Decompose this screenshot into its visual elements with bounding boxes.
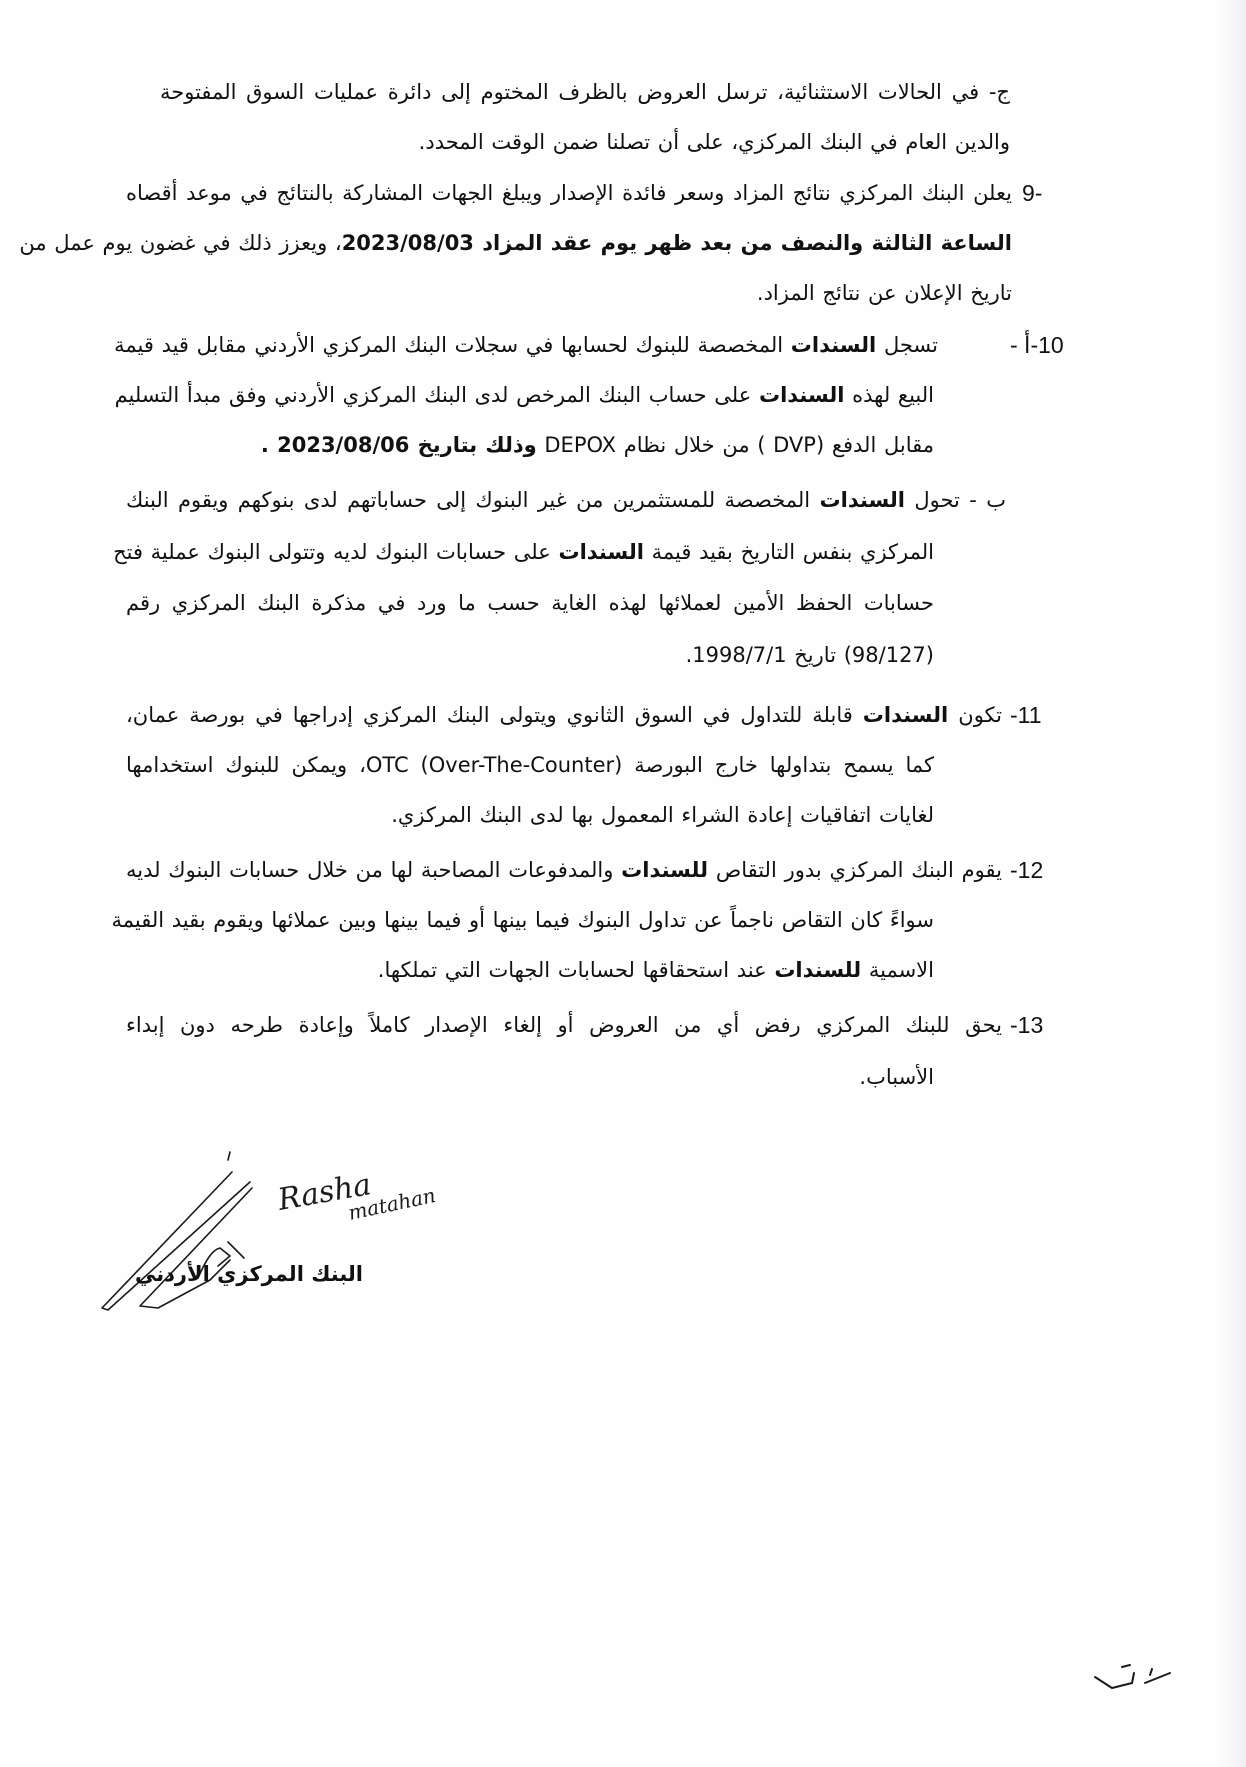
item-12-line-2: سواءً كان التقاص ناجماً عن تداول البنوك فيما بينها أو فيما بينها وبين عملائها ويقوم بقيد القيمة [111, 908, 934, 932]
item-7c-line-1: ج- في الحالات الاستثنائية، ترسل العروض بالظرف المختوم إلى دائرة عمليات السوق المفتوحة [160, 80, 1010, 104]
signature-name: Rasha [275, 1167, 374, 1218]
page-edge-shadow [1216, 0, 1246, 1767]
item-11-line-3: لغايات اتفاقيات إعادة الشراء المعمول بها لدى البنك المركزي. [391, 803, 934, 827]
item-9-line-2: الساعة الثالثة والنصف من بعد ظهر يوم عقد المزاد 2023/08/03، ويعزز ذلك في غضون يوم عمل من [19, 231, 1012, 255]
item-10b-line-3: حسابات الحفظ الأمين لعملائها لهذه الغاية حسب ما ورد في مذكرة البنك المركزي رقم [126, 591, 934, 615]
item-11-line-1: تكون السندات قابلة للتداول في السوق الثانوي ويتولى البنك المركزي إدراجها في بورصة عمان، [126, 703, 1002, 727]
initials-mark [1090, 1655, 1180, 1705]
item-12-number: 12- [1010, 857, 1044, 883]
signature-scribble [80, 1130, 500, 1330]
item-10a-number: 10-أ - [1010, 332, 1064, 358]
item-11-number: 11- [1010, 702, 1042, 728]
item-10a-line-1: تسجل السندات المخصصة للبنوك لحسابها في سجلات البنك المركزي الأردني مقابل قيد قيمة [114, 333, 938, 357]
item-7c-line-2: والدين العام في البنك المركزي، على أن تصلنا ضمن الوقت المحدد. [418, 130, 1010, 154]
item-10b-line-2: المركزي بنفس التاريخ بقيد قيمة السندات على حسابات البنوك لديه وتتولى البنوك عملية فتح [113, 540, 934, 564]
item-11-line-2: كما يسمح بتداولها خارج البورصة OTC (Over-The-Counter)، ويمكن للبنوك استخدامها [126, 753, 935, 777]
item-10b-line-4: (98/127) تاريخ 1998/7/1. [685, 643, 934, 667]
item-13-line-2: الأسباب. [859, 1065, 934, 1089]
item-10b-line-1: ب - تحول السندات المخصصة للمستثمرين من غير البنوك إلى حساباتهم لدى بنوكهم ويقوم البنك [126, 488, 1006, 512]
item-12-line-1: يقوم البنك المركزي بدور التقاص للسندات والمدفوعات المصاحبة لها من خلال حسابات البنوك لديه [126, 858, 1002, 882]
item-marker: ج- [988, 80, 1010, 104]
item-13-number: 13- [1010, 1012, 1044, 1038]
item-marker: ب - [969, 488, 1006, 512]
item-9-number: 9- [1022, 180, 1043, 206]
item-9-line-3: تاريخ الإعلان عن نتائج المزاد. [756, 281, 1012, 305]
item-10a-line-2: البيع لهذه السندات على حساب البنك المرخص لدى البنك المركزي الأردني وفق مبدأ التسليم [114, 383, 934, 407]
signature-surname: matahan [346, 1183, 438, 1225]
item-10a-line-3: مقابل الدفع (DVP ) من خلال نظام DEPOX وذلك بتاريخ 2023/08/06 . [260, 433, 934, 457]
item-9-line-1: يعلن البنك المركزي نتائج المزاد وسعر فائدة الإصدار ويبلغ الجهات المشاركة بالنتائج في موعد أقصاه [126, 181, 1012, 205]
item-12-line-3: الاسمية للسندات عند استحقاقها لحسابات الجهات التي تملكها. [377, 958, 934, 982]
initials-text: ر ش [1090, 1655, 1093, 1656]
signature-organization: البنك المركزي الأردني [135, 1262, 363, 1286]
item-13-line-1: يحق للبنك المركزي رفض أي من العروض أو إلغاء الإصدار كاملاً وإعادة طرحه دون إبداء [126, 1013, 1002, 1037]
